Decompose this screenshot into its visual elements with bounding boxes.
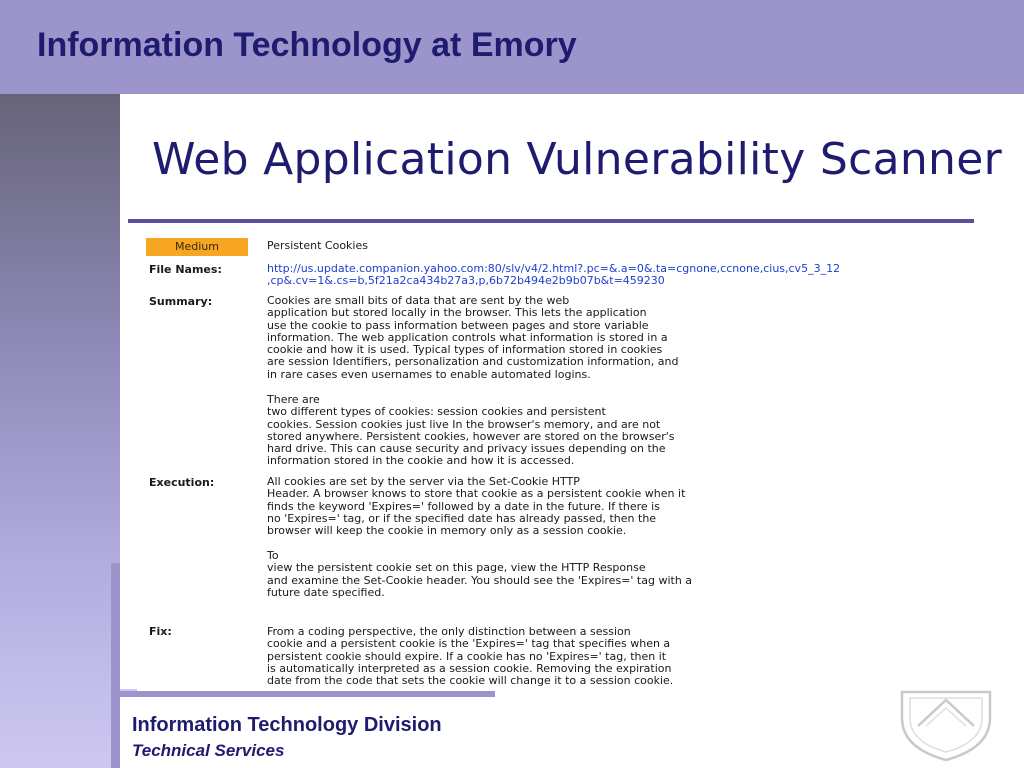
severity-badge: Medium xyxy=(146,238,248,256)
left-accent-bar xyxy=(111,563,120,768)
execution-paragraph-1: All cookies are set by the server via the Set-Cookie HTTP Header. A browser knows to store that cookie as a persistent cookie when it finds the keyword 'Expires=' followed by a date in the future. If there is no 'Expires=' tag, or if the specified date has already passed, then the browser will keep the cookie in memory only as a session cookie. xyxy=(267,475,686,538)
execution-label: Execution: xyxy=(149,476,215,489)
fix-paragraph: From a coding perspective, the only distinction between a session cookie and a persistent cookie is the 'Expires=' tag that specifies when a persistent cookie should expire. If a cookie has no 'Expires=' tag, then it is automatically interpreted as a session cookie. Removing the expiration date from the code that sets the cookie will change it to a session cookie. xyxy=(267,625,674,688)
top-banner xyxy=(0,0,1024,94)
file-names-label: File Names: xyxy=(149,263,222,276)
footer-rule xyxy=(120,691,495,697)
summary-paragraph-1: Cookies are small bits of data that are sent by the web application but stored locally in the browser. This lets the application use the cookie to pass information between pages and store variable information. The web application controls what information is stored in a cookie and how it is used. Typical types of information stored in cookies are session Identifiers, personalization and customization information, and in rare cases even usernames to enable automated logins. xyxy=(267,294,679,381)
footer-services: Technical Services xyxy=(132,741,285,760)
emory-shield-icon xyxy=(896,688,996,763)
footer-rule-accent xyxy=(120,689,137,691)
issue-name: Persistent Cookies xyxy=(267,239,368,252)
title-underline xyxy=(128,219,974,223)
file-names-link[interactable]: http://us.update.companion.yahoo.com:80/slv/v4/2.html?.pc=&.a=0&.ta=cgnone,ccnone,cius,cv5_3_12 ,cp&.cv=1&.cs=b,5f21a2ca434b27a3,p,6b72b494e2b9b07b&t=459230 xyxy=(267,262,841,288)
left-sidebar-decoration xyxy=(0,94,120,768)
summary-paragraph-2: There are two different types of cookies: session cookies and persistent cookies. Session cookies just live In the browser's memory, and are not stored anywhere. Persistent cookies, however are stored on the browser's hard drive. This can cause security and privacy issues depending on the information stored in the cookie and how it is accessed. xyxy=(267,393,675,468)
slide-title: Web Application Vulnerability Scanner xyxy=(152,134,1002,185)
fix-label: Fix: xyxy=(149,625,172,638)
footer-division: Information Technology Division xyxy=(132,714,442,736)
execution-paragraph-2: To view the persistent cookie set on this page, view the HTTP Response and examine the Set-Cookie header. You should see the 'Expires=' tag with a future date specified. xyxy=(267,549,693,599)
vulnerability-report xyxy=(138,232,1000,690)
summary-label: Summary: xyxy=(149,295,213,308)
banner-title: Information Technology at Emory xyxy=(37,26,577,64)
